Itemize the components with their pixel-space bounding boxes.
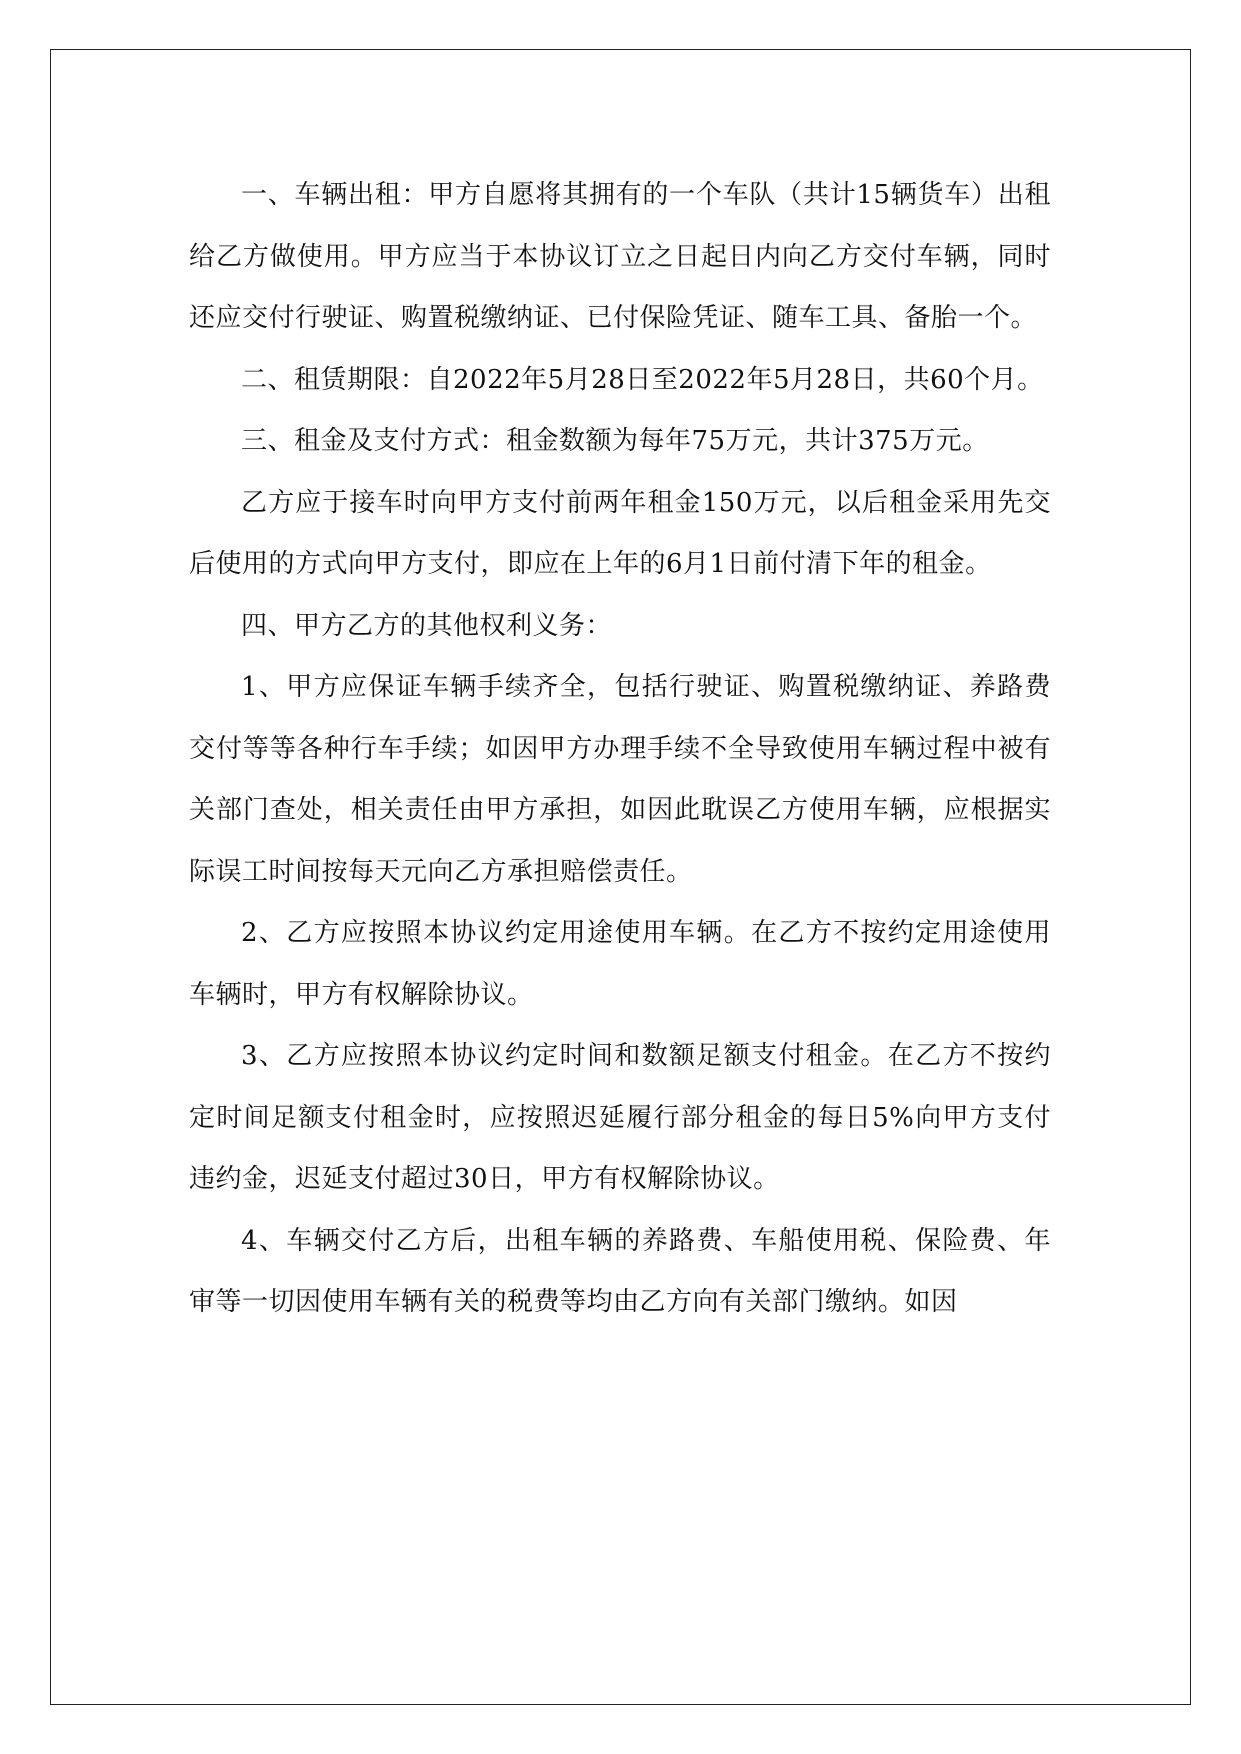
document-body <box>189 165 1051 1334</box>
clause-item-1: 1、甲方应保证车辆手续齐全，包括行驶证、购置税缴纳证、养路费交付等等各种行车手续；如因甲方办理手续不全导致使用车辆过程中被有关部门查处，相关责任由甲方承担，如因此耽误乙方使用车辆，应根据实际误工时间按每天元向乙方承担赔偿责任。 <box>189 672 1051 887</box>
clause-lease-term: 二、租赁期限：自2022年5月28日至2022年5月28日，共60个月。 <box>241 364 1044 395</box>
clause-item-4: 4、车辆交付乙方后，出租车辆的养路费、车船使用税、保险费、年审等一切因使用车辆有关的税费等均由乙方向有关部门缴纳。如因 <box>189 1225 1051 1317</box>
clause-item-3: 3、乙方应按照本协议约定时间和数额足额支付租金。在乙方不按约定时间足额支付租金时，应按照迟延履行部分租金的每日5%向甲方支付违约金，迟延支付超过30日，甲方有权解除协议。 <box>189 1041 1051 1194</box>
clause-rights-obligations-heading: 四、甲方乙方的其他权利义务： <box>241 610 613 641</box>
clause-rent-payment: 三、租金及支付方式：租金数额为每年75万元，共计375万元。 <box>241 426 989 456</box>
clause-item-2: 2、乙方应按照本协议约定用途使用车辆。在乙方不按约定用途使用车辆时，甲方有权解除协议。 <box>189 918 1051 1010</box>
clause-rent-payment-detail: 乙方应于接车时向甲方支付前两年租金150万元，以后租金采用先交后使用的方式向甲方支付，即应在上年的6月1日前付清下年的租金。 <box>189 487 1051 579</box>
clause-vehicle-rental: 一、车辆出租：甲方自愿将其拥有的一个车队（共计15辆货车）出租给乙方做使用。甲方应当于本协议订立之日起日内向乙方交付车辆，同时还应交付行驶证、购置税缴纳证、已付保险凭证、随车工具、备胎一个。 <box>189 180 1051 333</box>
